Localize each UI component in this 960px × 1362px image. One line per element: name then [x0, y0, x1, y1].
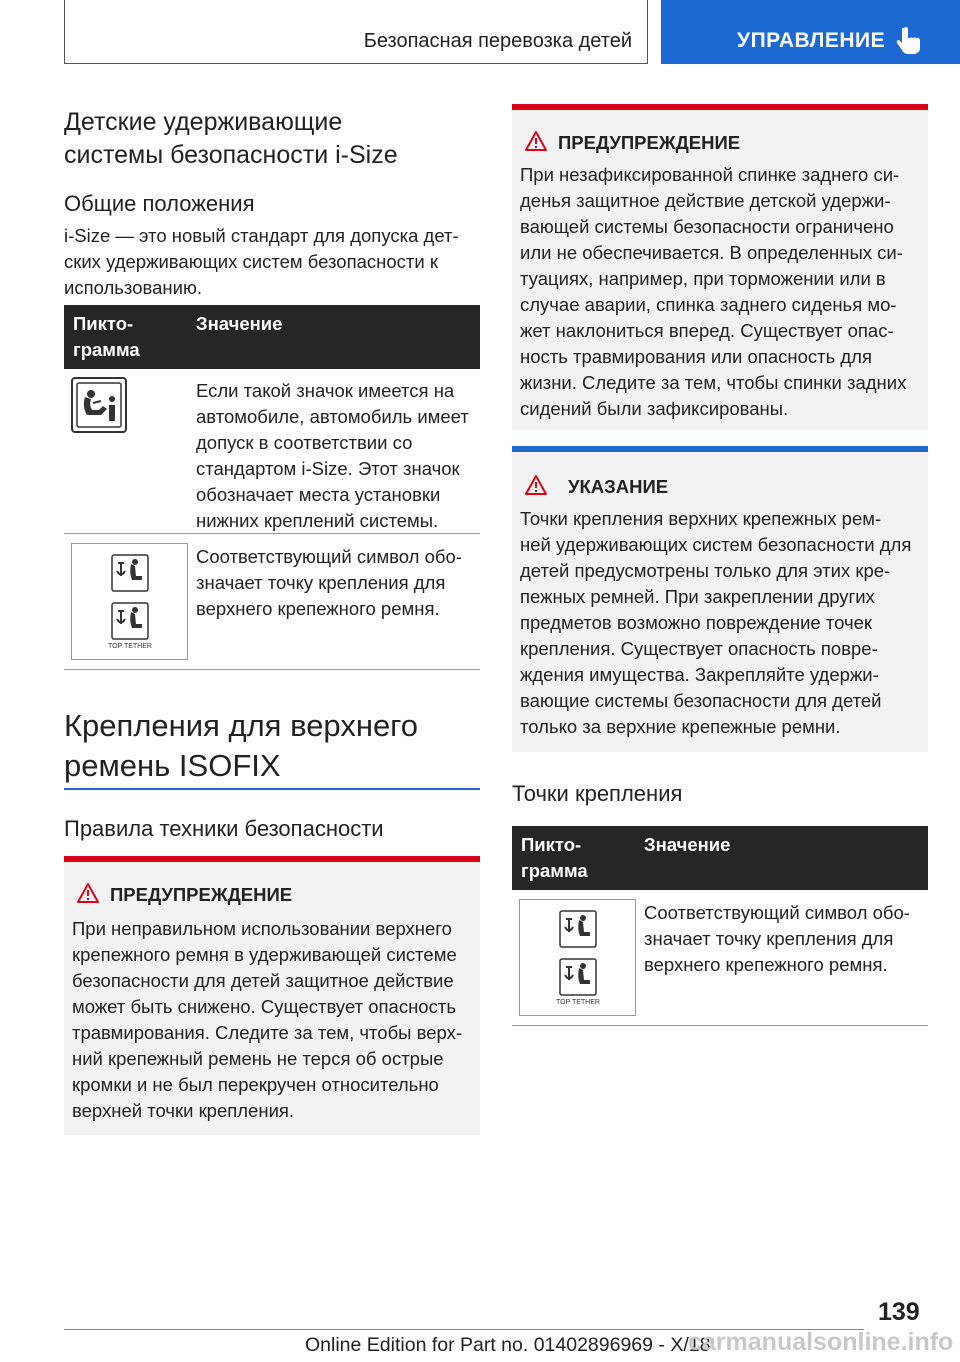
- col-header-line: грамма: [521, 860, 588, 881]
- table-row-meaning: [644, 900, 910, 978]
- notice-line: пежных ремней. При закреплении других: [520, 586, 875, 607]
- meaning-line: значает точку крепления для: [644, 928, 894, 949]
- intro-line: i-Size — это новый стандарт для допуска дет-: [64, 225, 459, 246]
- warning-line: кромки и не был перекручен относительно: [72, 1074, 439, 1095]
- notice-line: вающие системы безопасности для детей: [520, 690, 882, 711]
- table-row-divider: [512, 1025, 928, 1026]
- table-row-divider: [64, 669, 480, 670]
- warning-line: жизни. Следите за тем, чтобы спинки задних: [520, 372, 907, 393]
- notice-line: только за верхние крепежные ремни.: [520, 716, 841, 737]
- meaning-line: Соответствующий символ обо-: [644, 902, 910, 923]
- warning-text: [72, 916, 462, 1124]
- intro-paragraph: [64, 223, 459, 301]
- meaning-line: значает точку крепления для: [196, 572, 446, 593]
- warning-line: крепежного ремня в удерживающей системе: [72, 944, 457, 965]
- warning-line: При неправильном использовании верхнего: [72, 918, 452, 939]
- meaning-line: Если такой значок имеется на: [196, 380, 455, 401]
- section1-title-line1: Детские удерживающие: [64, 108, 343, 136]
- notice-text: [520, 506, 911, 740]
- warning-box: [512, 104, 928, 430]
- anchor-seat-icon: [559, 910, 597, 948]
- warning-title: ПРЕДУПРЕЖДЕНИЕ: [110, 884, 293, 905]
- warning-line: верхней точки крепления.: [72, 1100, 295, 1121]
- warning-line: сидений были зафиксированы.: [520, 398, 789, 419]
- notice-line: ней удерживающих систем безопасности для: [520, 534, 912, 555]
- section1-title-line2: системы безопасности i-Size: [64, 141, 398, 169]
- anchor-seat-icon: [111, 554, 149, 592]
- notice-line: ждения имущества. Закрепляйте удержи-: [520, 664, 879, 685]
- col-header-line: грамма: [73, 339, 140, 360]
- footer-watermark: carmanualsonline.info: [688, 1328, 954, 1356]
- col-header-line: Пикто-: [73, 313, 134, 334]
- notice-line: детей предусмотрены только для этих кре-: [520, 560, 891, 581]
- section2-title: [64, 706, 418, 786]
- notice-title: УКАЗАНИЕ: [568, 476, 669, 497]
- warning-text: [520, 162, 906, 422]
- warning-line: При незафиксированной спинке заднего си-: [520, 164, 900, 185]
- pointing-hand-icon: [896, 26, 922, 54]
- page-number: 139: [878, 1298, 920, 1326]
- meaning-line: автомобиле, автомобиль имеет: [196, 406, 469, 427]
- col-pictogram-header: [73, 311, 140, 363]
- warning-line: ность травмирования или опасность для: [520, 346, 872, 367]
- meaning-line: нижних креплений системы.: [196, 510, 439, 531]
- anchor-seat-icon: [559, 958, 597, 996]
- subsection1-title: Общие положения: [64, 191, 255, 216]
- col-header-line: Пикто-: [521, 834, 582, 855]
- warning-line: случае аварии, спинка заднего сиденья мо-: [520, 294, 897, 315]
- meaning-line: Соответствующий символ обо-: [196, 546, 462, 567]
- warning-line: травмирования. Следите за тем, чтобы верх-: [72, 1022, 463, 1043]
- intro-line: использованию.: [64, 277, 202, 298]
- col-pictogram-header: [521, 832, 588, 884]
- col-meaning-header: Значение: [644, 834, 731, 855]
- notice-line: крепления. Существует опасность повре-: [520, 638, 878, 659]
- subsection3-title: Точки крепления: [512, 781, 683, 806]
- notice-line: Точки крепления верхних крепежных рем-: [520, 508, 882, 529]
- pict-caption: TOP TETHER: [556, 999, 600, 1006]
- col-meaning-header: Значение: [196, 313, 283, 334]
- section-rule: [64, 788, 480, 790]
- top-tether-pictogram: [519, 899, 636, 1016]
- warning-bar: [512, 104, 928, 110]
- warning-line: вающей системы безопасности ограничено: [520, 216, 894, 237]
- isize-seat-icon: [71, 377, 127, 433]
- header-tab-label: УПРАВЛЕНИЕ: [737, 29, 886, 52]
- section2-title-line2: ремень ISOFIX: [64, 748, 281, 783]
- meaning-line: допуск в соответствии со: [196, 432, 413, 453]
- section2-title-line1: Крепления для верхнего: [64, 708, 419, 743]
- warning-box: [64, 856, 480, 1135]
- meaning-line: верхнего крепежного ремня.: [644, 954, 888, 975]
- warning-line: безопасности для детей защитное действие: [72, 970, 454, 991]
- warning-bar: [64, 856, 480, 862]
- pict-caption: TOP TETHER: [108, 643, 152, 650]
- footer-edition: Online Edition for Part no. 01402896969 - X/18: [305, 1334, 711, 1356]
- notice-triangle-icon: [524, 474, 548, 496]
- warning-line: жет наклониться вперед. Существует опас-: [520, 320, 894, 341]
- notice-bar: [512, 446, 928, 452]
- warning-line: ний крепежный ремень не терся об острые: [72, 1048, 444, 1069]
- table-header: [64, 305, 480, 369]
- warning-title: ПРЕДУПРЕЖДЕНИЕ: [558, 132, 741, 153]
- notice-line: предметов возможно повреждение точек: [520, 612, 873, 633]
- meaning-line: обозначает места установки: [196, 484, 441, 505]
- table-row-meaning: [196, 378, 469, 534]
- meaning-line: стандартом i-Size. Этот значок: [196, 458, 460, 479]
- intro-line: ских удерживающих систем безопасности к: [64, 251, 438, 272]
- meaning-line: верхнего крепежного ремня.: [196, 598, 440, 619]
- table-row-divider: [64, 533, 480, 534]
- warning-line: денья защитное действие детской удержи-: [520, 190, 891, 211]
- table-header: [512, 826, 928, 890]
- notice-box: [512, 446, 928, 752]
- warning-line: туациях, например, при торможении или в: [520, 268, 886, 289]
- warning-triangle-icon: [524, 130, 548, 152]
- warning-line: может быть снижено. Существует опасность: [72, 996, 456, 1017]
- top-tether-pictogram: [71, 543, 188, 660]
- subsection2-title: Правила техники безопасности: [64, 816, 384, 841]
- anchor-seat-icon: [111, 602, 149, 640]
- warning-line: или не обеспечивается. В определенных си-: [520, 242, 903, 263]
- section1-title: [64, 106, 398, 172]
- table-row-meaning: [196, 544, 462, 622]
- warning-triangle-icon: [76, 882, 100, 904]
- header-section-title: Безопасная перевозка детей: [363, 30, 632, 52]
